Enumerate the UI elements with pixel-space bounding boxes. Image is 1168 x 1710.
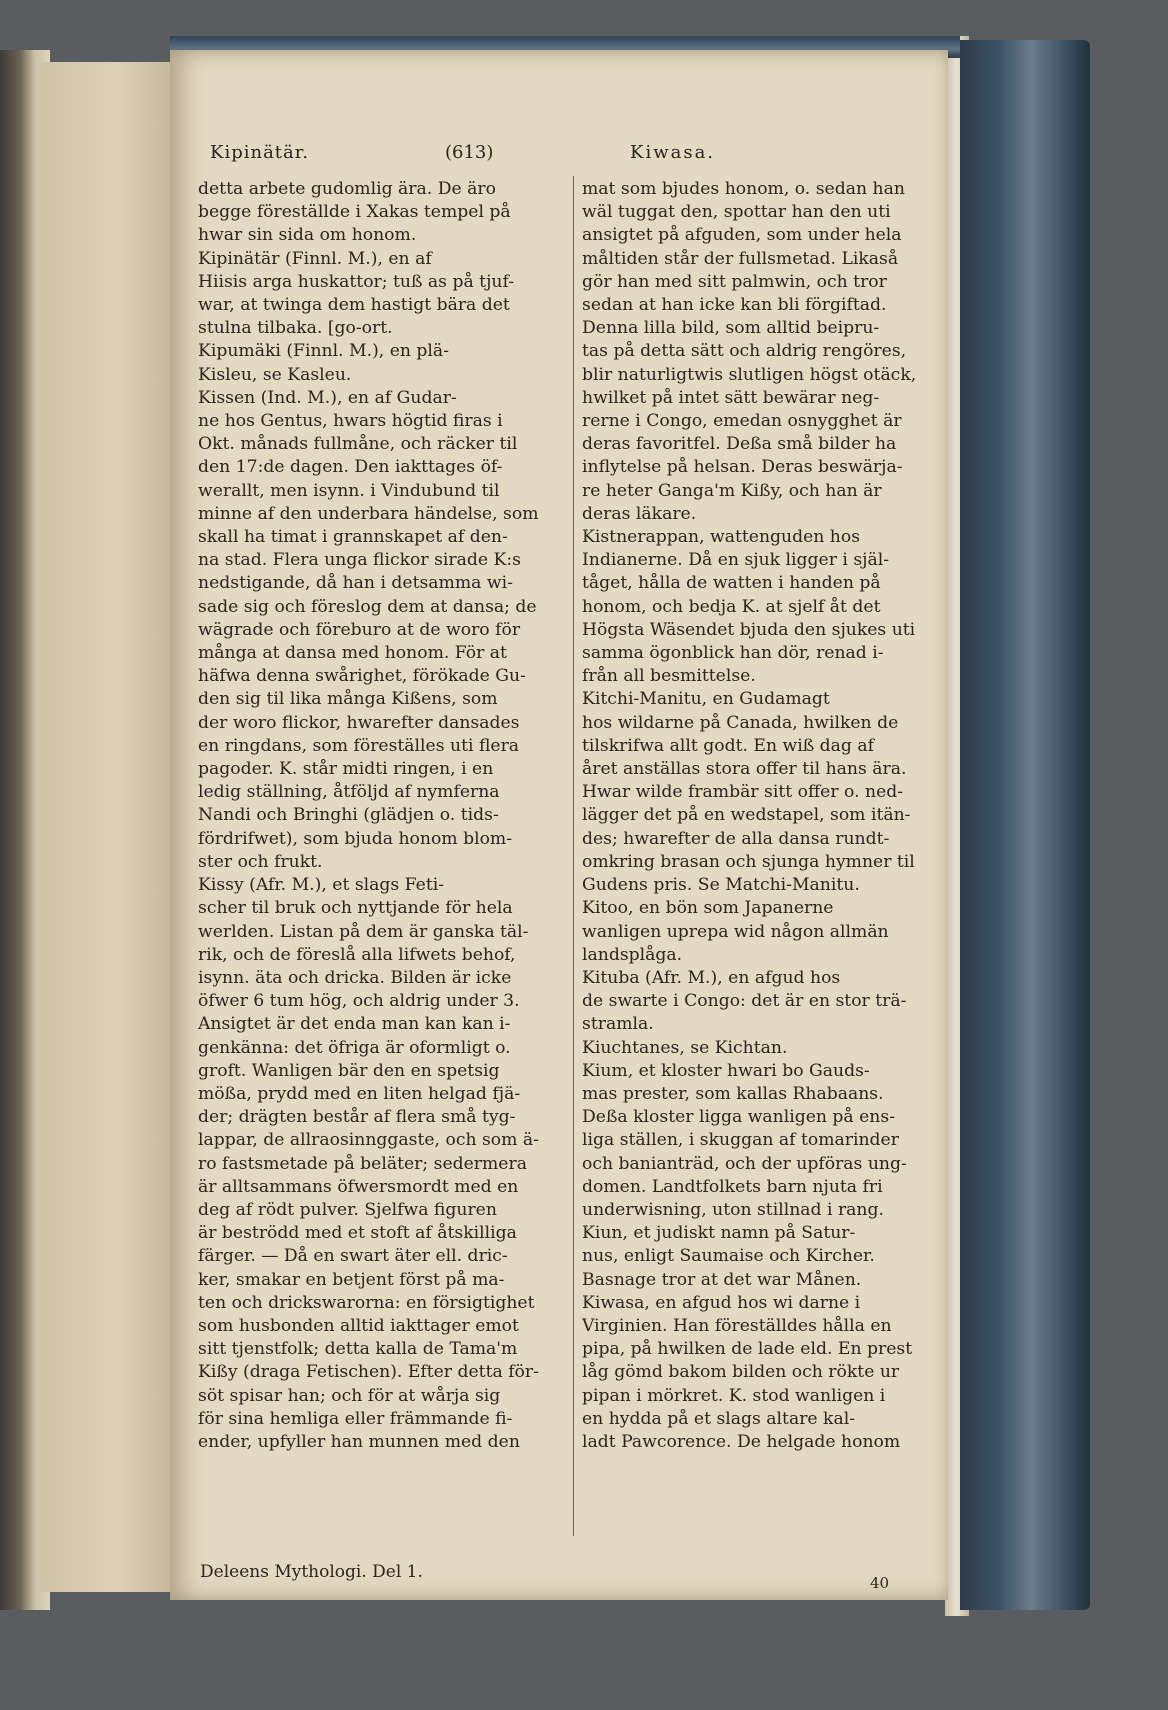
text-line: samma ögonblick han dör, renad i- <box>582 643 884 664</box>
text-line: är alltsammans öfwersmordt med en <box>198 1176 519 1197</box>
text-line: ender, upfyller han munnen med den <box>198 1431 520 1452</box>
text-line: häfwa denna swårighet, förökade Gu- <box>198 666 526 687</box>
text-line: fördrifwet), som bjuda honom blom- <box>198 828 513 849</box>
text-line: öfwer 6 tum hög, och aldrig under 3. <box>198 991 520 1012</box>
text-line: war, at twinga dem hastigt bära det <box>198 295 510 316</box>
text-line: underwisning, uton stillnad i rang. <box>582 1199 884 1220</box>
text-line: rerne i Congo, emedan osnygghet är <box>582 411 902 432</box>
text-line: liga ställen, i skuggan af tomarinder <box>582 1130 899 1151</box>
text-line: Nandi och Bringhi (glädjen o. tids- <box>198 805 499 826</box>
text-line: blir naturligtwis slutligen högst otäck, <box>582 364 917 385</box>
text-line: deras läkare. <box>582 503 697 524</box>
text-line: Ansigtet är det enda man kan kan i- <box>198 1014 511 1035</box>
gathering-number: 40 <box>870 1574 890 1592</box>
text-line: domen. Landtfolkets barn njuta fri <box>582 1176 883 1197</box>
header-left-word: Kipinätär. <box>210 142 310 163</box>
text-line: Virginien. Han föreställdes hålla en <box>582 1315 892 1336</box>
header-page-number: (613) <box>445 142 494 163</box>
text-line: Hwar wilde frambär sitt offer o. ned- <box>582 782 904 803</box>
text-line: Kißy (draga Fetischen). Efter detta för- <box>198 1362 539 1383</box>
text-line: Kiwasa, en afgud hos wi darne i <box>582 1292 861 1313</box>
text-line: ladt Pawcorence. De helgade honom <box>582 1431 901 1452</box>
text-line: Kitchi-Manitu, en Gudamagt <box>582 689 830 710</box>
book-page <box>170 50 948 1600</box>
book-cover-board <box>960 40 1090 1610</box>
text-line: från all besmittelse. <box>582 666 756 687</box>
text-line: wägrade och föreburo at de woro för <box>198 619 521 640</box>
text-line: stramla. <box>582 1014 654 1035</box>
text-line: omkring brasan och sjunga hymner til <box>582 851 915 872</box>
text-line: deras favoritfel. Deßa små bilder ha <box>582 434 897 455</box>
text-line: Indianerne. Då en sjuk ligger i själ- <box>582 550 890 571</box>
text-line: hwar sin sida om honom. <box>198 225 417 246</box>
text-line: sedan at han icke kan bli förgiftad. <box>582 295 887 316</box>
text-line: tilskrifwa allt godt. En wiß dag af <box>582 735 874 756</box>
text-line: ne hos Gentus, hwars högtid firas i <box>198 411 503 432</box>
text-line: des; hwarefter de alla dansa rundt- <box>582 828 890 849</box>
text-line: som husbonden alltid iakttager emot <box>198 1315 519 1336</box>
text-line: och banianträd, och der upföras ung- <box>582 1153 907 1174</box>
column-rule <box>573 176 574 1536</box>
text-line: na stad. Flera unga flickor sirade K:s <box>198 550 521 571</box>
text-line: der; drägten består af flera små tyg- <box>198 1107 516 1128</box>
text-line: Kipumäki (Finnl. M.), en plä- <box>198 341 449 362</box>
text-line: ansigtet på afguden, som under hela <box>582 225 902 246</box>
text-line: lägger det på en wedstapel, som itän- <box>582 805 911 826</box>
text-line: hos wildarne på Canada, hwilken de <box>582 712 899 733</box>
text-line: Deßa kloster ligga wanligen på ens- <box>582 1107 896 1128</box>
text-line: Kisleu, se Kasleu. <box>198 364 352 385</box>
text-line: den 17:de dagen. Den iakttages öf- <box>198 457 503 478</box>
header-right-word: Kiwasa. <box>630 142 716 163</box>
text-line: Kium, et kloster hwari bo Gauds- <box>582 1060 870 1081</box>
text-line: en hydda på et slags altare kal- <box>582 1408 856 1429</box>
text-line: nus, enligt Saumaise och Kircher. <box>582 1246 875 1267</box>
signature-line: Deleens Mythologi. Del 1. <box>200 1562 423 1582</box>
text-line: mößa, prydd med en liten helgad fjä- <box>198 1083 521 1104</box>
text-line: ro fastsmetade på beläter; sedermera <box>198 1153 527 1174</box>
text-line: är beströdd med et stoft af åtskilliga <box>198 1223 517 1244</box>
text-line: många at dansa med honom. För at <box>198 643 507 664</box>
text-line: detta arbete gudomlig ära. De äro <box>198 179 496 199</box>
text-line: tas på detta sätt och aldrig rengöres, <box>582 341 907 362</box>
text-line: minne af den underbara händelse, som <box>198 503 539 524</box>
text-line: begge föreställde i Xakas tempel på <box>198 202 511 223</box>
text-line: Kistnerappan, wattenguden hos <box>582 527 861 548</box>
text-line: ker, smakar en betjent först på ma- <box>198 1269 505 1290</box>
text-line: wäl tuggat den, spottar han den uti <box>582 202 891 223</box>
text-line: en ringdans, som föreställes uti flera <box>198 735 520 756</box>
text-line: gör han med sitt palmwin, och tror <box>582 271 887 292</box>
text-line: re heter Ganga'm Kißy, och han är <box>582 480 882 501</box>
text-line: inflytelse på helsan. Deras beswärja- <box>582 457 903 478</box>
text-line: Kissy (Afr. M.), et slags Feti- <box>198 875 445 896</box>
text-line: der woro flickor, hwarefter dansades <box>198 712 520 733</box>
text-line: werlden. Listan på dem är ganska täl- <box>198 921 529 942</box>
left-text-column <box>198 178 568 1558</box>
text-line: Basnage tror at det war Månen. <box>582 1269 862 1290</box>
facing-page <box>40 62 171 1592</box>
text-line: deg af rödt pulver. Sjelfwa figuren <box>198 1199 497 1220</box>
text-line: tåget, hålla de watten i handen på <box>582 573 881 594</box>
text-line: sitt tjenstfolk; detta kalla de Tama'm <box>198 1339 518 1360</box>
text-line: pipa, på hwilken de lade eld. En prest <box>582 1339 913 1360</box>
text-line: Kiun, et judiskt namn på Satur- <box>582 1223 856 1244</box>
text-line: ledig ställning, åtföljd af nymferna <box>198 782 500 803</box>
text-line: sade sig och föreslog dem at dansa; de <box>198 596 537 617</box>
text-line: den sig til lika många Kißens, som <box>198 689 498 710</box>
text-line: stulna tilbaka. [go-ort. <box>198 318 393 339</box>
text-line: Kituba (Afr. M.), en afgud hos <box>582 967 841 988</box>
text-line: scher til bruk och nyttjande för hela <box>198 898 513 919</box>
text-line: Okt. månads fullmåne, och räcker til <box>198 434 518 455</box>
text-line: pipan i mörkret. K. stod wanligen i <box>582 1385 886 1406</box>
text-line: mat som bjudes honom, o. sedan han <box>582 179 905 199</box>
text-line: nedstigande, då han i detsamma wi- <box>198 573 513 594</box>
text-line: landsplåga. <box>582 944 683 965</box>
text-line: ster och frukt. <box>198 851 323 872</box>
text-line: Hiisis arga huskattor; tuß as på tjuf- <box>198 271 515 292</box>
text-line: ten och drickswarorna: en försigtighet <box>198 1292 535 1313</box>
text-line: Kiuchtanes, se Kichtan. <box>582 1037 788 1058</box>
text-line: Kitoo, en bön som Japanerne <box>582 898 834 919</box>
text-line: lappar, de allraosinnggaste, och som ä- <box>198 1130 539 1151</box>
text-line: året anställas stora offer til hans ära. <box>582 759 907 780</box>
text-line: groft. Wanligen bär den en spetsig <box>198 1060 500 1081</box>
text-line: wanligen uprepa wid någon allmän <box>582 921 889 942</box>
text-line: låg gömd bakom bilden och rökte ur <box>582 1362 900 1383</box>
running-header <box>210 142 910 170</box>
text-line: Kissen (Ind. M.), en af Gudar- <box>198 387 457 408</box>
text-line: genkänna: det öfriga är oformligt o. <box>198 1037 511 1058</box>
text-line: mas prester, som kallas Rhabaans. <box>582 1083 884 1104</box>
text-line: honom, och bedja K. at sjelf åt det <box>582 596 881 617</box>
text-line: de swarte i Congo: det är en stor trä- <box>582 991 907 1012</box>
right-text-column <box>582 178 952 1568</box>
text-line: isynn. äta och dricka. Bilden är icke <box>198 967 512 988</box>
text-line: Högsta Wäsendet bjuda den sjukes uti <box>582 619 916 640</box>
text-line: werallt, men isynn. i Vindubund til <box>198 480 500 501</box>
text-line: hwilket på intet sätt bewärar neg- <box>582 387 880 408</box>
text-line: söt spisar han; och för at wårja sig <box>198 1385 501 1406</box>
text-line: för sina hemliga eller främmande fi- <box>198 1408 513 1429</box>
text-line: måltiden står der fullsmetad. Likaså <box>582 248 899 269</box>
text-line: pagoder. K. står midti ringen, i en <box>198 759 494 780</box>
text-line: färger. — Då en swart äter ell. dric- <box>198 1246 508 1267</box>
text-line: skall ha timat i grannskapet af den- <box>198 527 508 548</box>
text-line: Kipinätär (Finnl. M.), en af <box>198 248 432 269</box>
text-line: Denna lilla bild, som alltid beipru- <box>582 318 880 339</box>
text-line: rik, och de föreslå alla lifwets behof, <box>198 944 516 965</box>
text-line: Gudens pris. Se Matchi-Manitu. <box>582 875 860 896</box>
